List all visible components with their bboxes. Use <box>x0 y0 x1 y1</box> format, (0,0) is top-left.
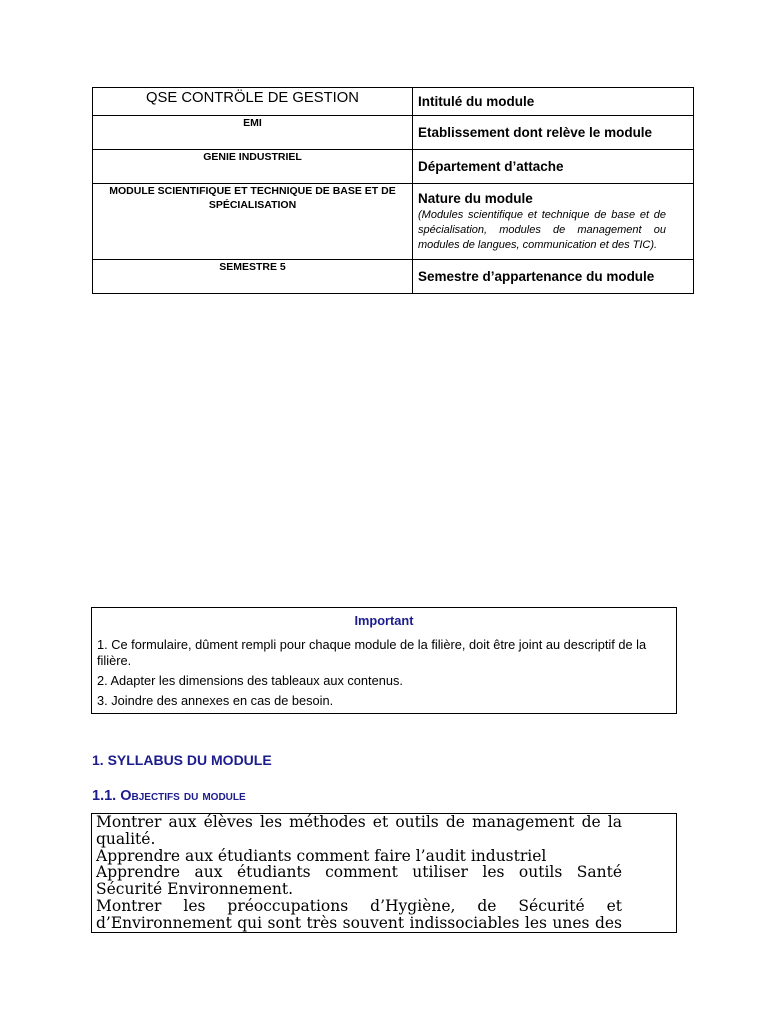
semester-label: Semestre d’appartenance du module <box>418 268 655 284</box>
module-nature-label-cell <box>413 184 694 260</box>
table-row <box>93 260 694 294</box>
semester-label-cell <box>413 260 694 294</box>
important-list <box>97 637 671 709</box>
important-notice-box <box>91 607 677 714</box>
subsection-heading: 1.1. Objectifs du module <box>92 788 246 804</box>
module-title-value: QSE CONTRÖLE DE GESTION <box>93 88 413 116</box>
module-title-label-cell <box>413 88 694 116</box>
list-item: 3. Joindre des annexes en cas de besoin. <box>97 693 334 708</box>
objective-paragraph: Montrer aux élèves les méthodes et outils de management de la qualité. <box>96 813 622 848</box>
section-heading: 1. SYLLABUS DU MODULE <box>92 752 272 768</box>
department-label-cell <box>413 150 694 184</box>
department-value: GENIE INDUSTRIEL <box>93 150 413 184</box>
module-nature-note: (Modules scientifique et technique de base et de spécialisation, modules de management ou modules de langues, communication et des TIC). <box>418 209 666 251</box>
list-item: 1. Ce formulaire, dûment rempli pour chaque module de la filière, doit être joint au descriptif de la filière. <box>97 637 647 668</box>
table-row <box>93 88 694 116</box>
module-title-label: Intitulé du module <box>418 93 535 109</box>
establishment-value: EMI <box>93 116 413 150</box>
establishment-label: Etablissement dont relève le module <box>418 124 653 140</box>
semester-value: SEMESTRE 5 <box>93 260 413 294</box>
table-row <box>93 184 694 260</box>
module-nature-value: MODULE SCIENTIFIQUE ET TECHNIQUE DE BASE ET DE SPÉCIALISATION <box>93 184 413 260</box>
objective-paragraph: Apprendre aux étudiants comment faire l’audit industriel <box>96 846 547 865</box>
module-nature-label: Nature du module <box>418 191 533 206</box>
important-title: Important <box>354 613 414 628</box>
department-label: Département d’attache <box>418 158 564 174</box>
table-row <box>93 116 694 150</box>
objectives-box <box>91 813 677 933</box>
module-info-table <box>92 87 694 294</box>
list-item: 2. Adapter les dimensions des tableaux aux contenus. <box>97 673 403 688</box>
objective-paragraph: Montrer les préoccupations d’Hygiène, de Sécurité et d’Environnement qui sont très souvent indissociables les unes des <box>96 896 622 932</box>
objective-paragraph: Apprendre aux étudiants comment utiliser les outils Santé Sécurité Environnement. <box>96 863 622 899</box>
establishment-label-cell <box>413 116 694 150</box>
table-row <box>93 150 694 184</box>
